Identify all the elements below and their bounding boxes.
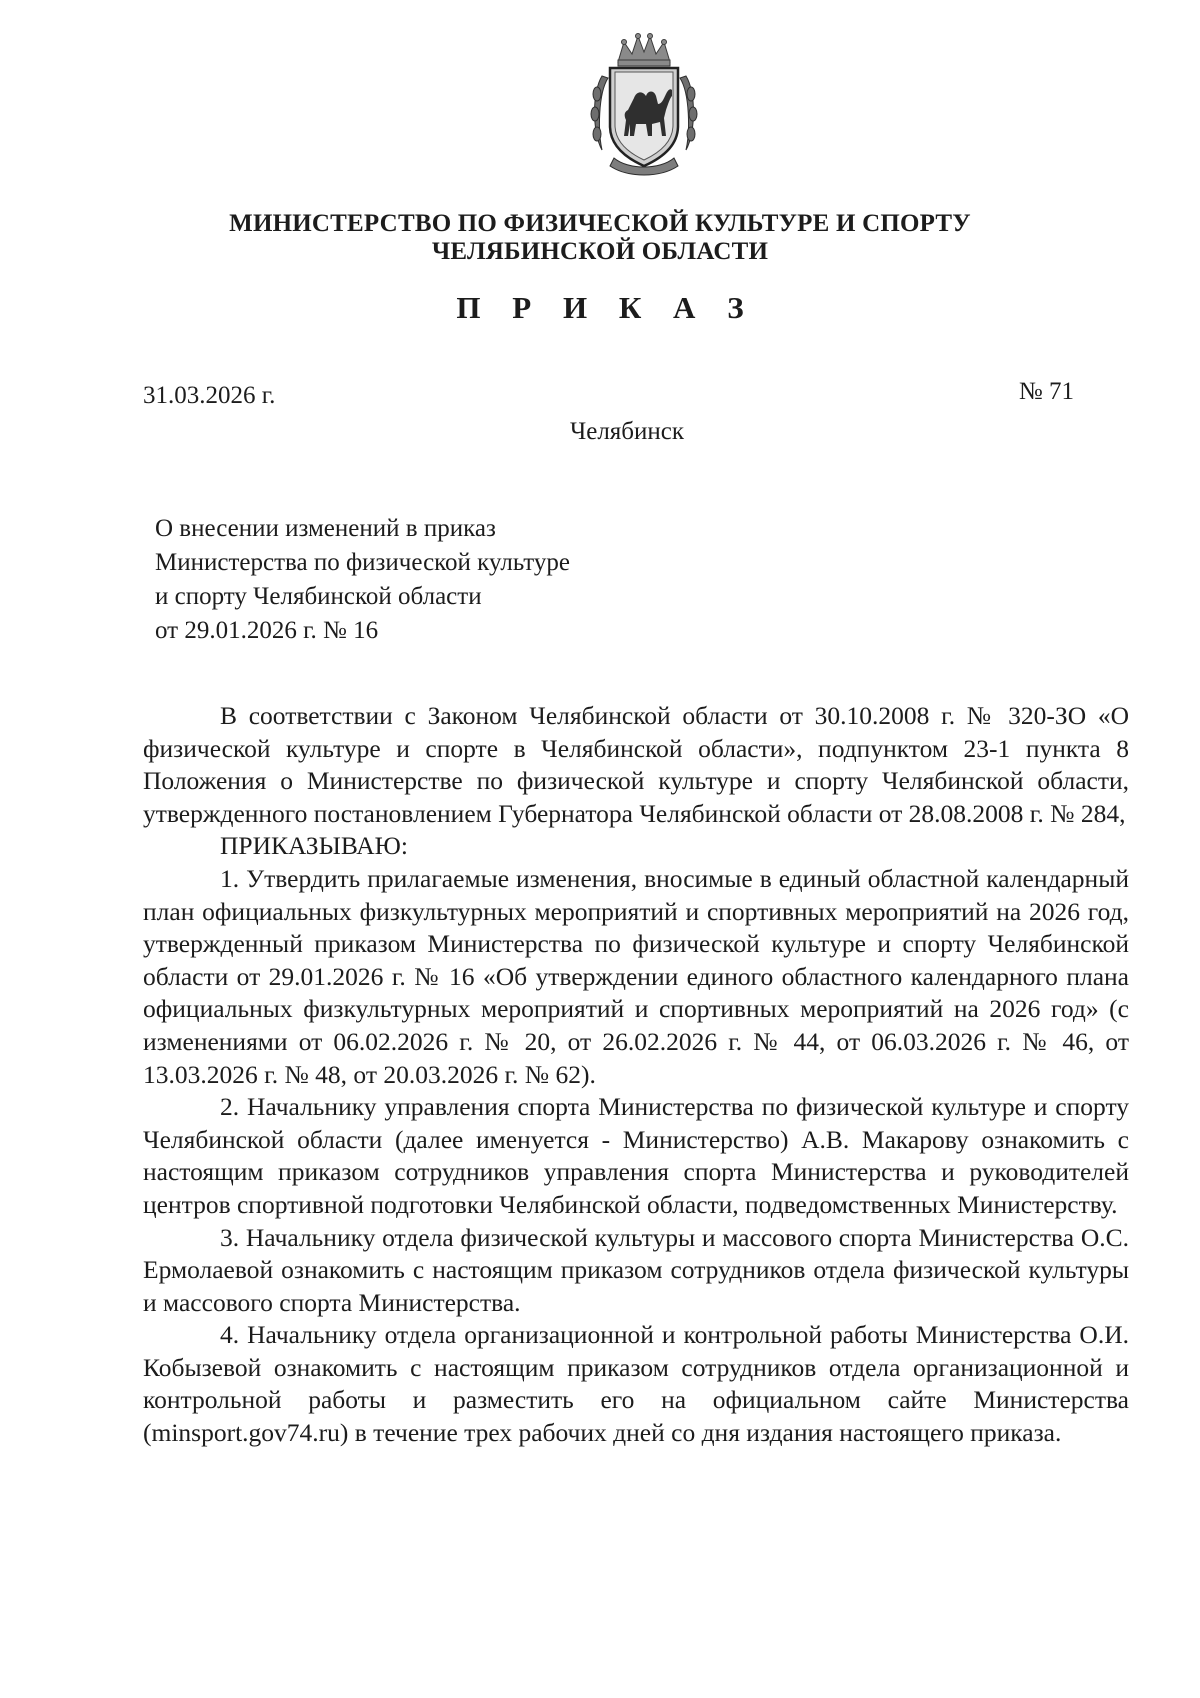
order-item-3: 3. Начальнику отдела физической культуры и массового спорта Министерства О.С. Ермолаевой ознакомить с настоящим приказом сотрудников отдела физической культуры и массового спорта Министерства. xyxy=(143,1222,1129,1317)
ministry-name-line-2: ЧЕЛЯБИНСКОЙ ОБЛАСТИ xyxy=(431,238,769,265)
order-item-2: 2. Начальнику управления спорта Министерства по физической культуре и спорту Челябинской области (далее именуется - Министерство) А.В. Макарову ознакомить с настоящим приказом сотрудников управления спорта Министерства и руководителей центров спортивной подготовки Челябинской области, подведомственных Министерству. xyxy=(143,1092,1129,1219)
document-city: Челябинск xyxy=(569,418,685,445)
order-item-4: 4. Начальнику отдела организационной и контрольной работы Министерства О.И. Кобызевой ознакомить с настоящим приказом сотрудников отдела организационной и контрольной работы и разместить его на официальном сайте Министерства (minsport.gov74.ru) в течение трех рабочих дней со дня издания настоящего приказа. xyxy=(143,1320,1129,1448)
document-number: № 71 xyxy=(1018,378,1074,405)
subject-line: Министерства по физической культуре xyxy=(155,549,570,576)
subject-line: от 29.01.2026 г. № 16 xyxy=(155,617,379,644)
document-subject xyxy=(155,512,570,648)
preamble-paragraph: В соответствии с Законом Челябинской области от 30.10.2008 г. № 320-ЗО «О физической культуре и спорте в Челябинской области», подпунктом 23-1 пункта 8 Положения о Министерстве по физической культуре и спорту Челябинской области, утвержденного постановлением Губернатора Челябинской области от 28.08.2008 г. № 284, xyxy=(143,701,1129,828)
chelyabinsk-coat-of-arms-icon xyxy=(588,32,700,176)
ministry-name-line-1: МИНИСТЕРСТВО ПО ФИЗИЧЕСКОЙ КУЛЬТУРЕ И СПОРТУ xyxy=(229,210,971,237)
order-word: ПРИКАЗЫВАЮ: xyxy=(220,831,408,861)
subject-line: О внесении изменений в приказ xyxy=(155,515,496,542)
order-item-1: 1. Утвердить прилагаемые изменения, вносимые в единый областной календарный план официальных физкультурных мероприятий и спортивных мероприятий на 2026 год, утвержденный приказом Министерства по физической культуре и спорту Челябинской области от 29.01.2026 г. № 16 «Об утверждении единого областного календарного плана официальных физкультурных мероприятий и спортивных мероприятий на 2026 год» (с изменениями от 06.02.2026 г. № 20, от 26.02.2026 г. № 44, от 06.03.2026 г. № 46, от 13.03.2026 г. № 48, от 20.03.2026 г. № 62). xyxy=(143,863,1129,1089)
document-type-title: П Р И К А З xyxy=(456,290,756,325)
document-body xyxy=(143,700,1129,1450)
document-date: 31.03.2026 г. xyxy=(143,382,276,409)
subject-line: и спорту Челябинской области xyxy=(155,583,482,610)
